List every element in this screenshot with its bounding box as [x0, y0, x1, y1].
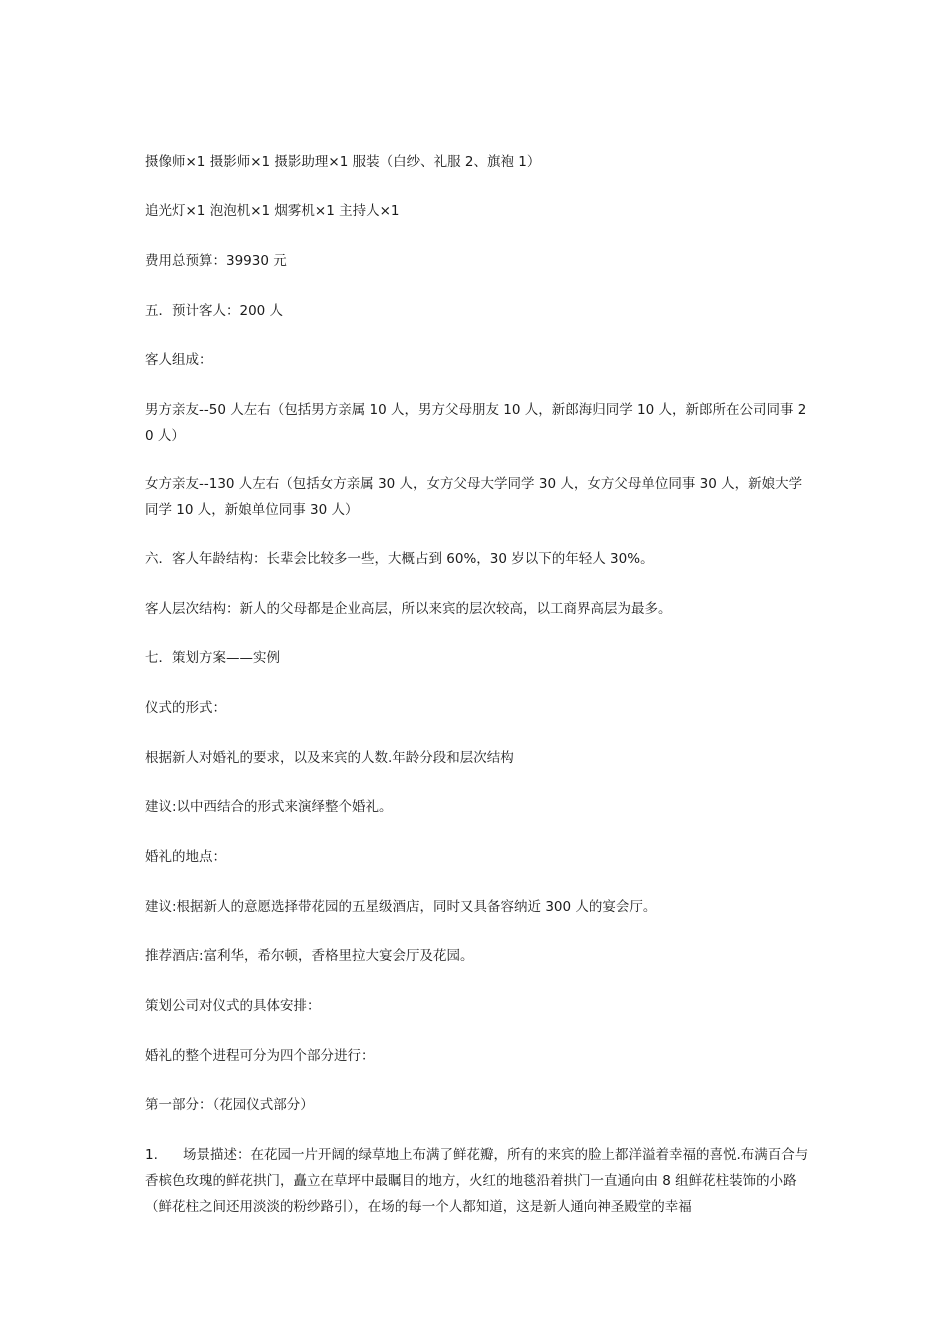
paragraph-venue: 婚礼的地点：: [145, 849, 226, 865]
paragraph-bride-side: 女方亲友--130 人左右（包括女方亲属 30 人，女方父母大学同学 30 人，女方父母单位同事 30 人，新娘大学同学 10 人，新娘单位同事 30 人）: [145, 476, 803, 518]
paragraph-ceremony-form: 仪式的形式：: [145, 700, 226, 716]
paragraph-groom-side: 男方亲友--50 人左右（包括男方亲属 10 人，男方父母朋友 10 人，新郎海归同学 10 人，新郎所在公司同事 20 人）: [145, 402, 807, 444]
paragraph-part-one: 第一部分：（花园仪式部分）: [145, 1097, 314, 1113]
heading-expected-guests: 五．预计客人：200 人: [145, 303, 284, 319]
paragraph-recommended-hotels: 推荐酒店:富利华，希尔顿，香格里拉大宴会厅及花园。: [145, 948, 474, 964]
paragraph-process: 婚礼的整个进程可分为四个部分进行：: [145, 1048, 375, 1064]
paragraph-requirements: 根据新人对婚礼的要求，以及来宾的人数.年龄分段和层次结构: [145, 750, 514, 766]
item-number: 1.: [145, 1147, 158, 1163]
paragraph-budget: 费用总预算：39930 元: [145, 253, 287, 269]
paragraph-suggestion-form: 建议:以中西结合的形式来演绎整个婚礼。: [145, 799, 393, 815]
numbered-item-scene: [145, 1142, 810, 1220]
paragraph-guest-level: 客人层次结构：新人的父母都是企业高层，所以来宾的层次较高，以工商界高层为最多。: [145, 601, 672, 617]
heading-guest-age: 六．客人年龄结构：长辈会比较多一些，大概占到 60%，30 岁以下的年轻人 30%。: [145, 551, 654, 567]
paragraph-guest-composition: 客人组成：: [145, 352, 213, 368]
paragraph-equipment: 追光灯×1 泡泡机×1 烟雾机×1 主持人×1: [145, 203, 400, 219]
paragraph-staff: 摄像师×1 摄影师×1 摄影助理×1 服装（白纱、礼服 2、旗袍 1）: [145, 154, 541, 170]
paragraph-suggestion-venue: 建议:根据新人的意愿选择带花园的五星级酒店，同时又具备容纳近 300 人的宴会厅。: [145, 899, 657, 915]
paragraph-arrangement: 策划公司对仪式的具体安排：: [145, 998, 321, 1014]
heading-plan: 七．策划方案——实例: [145, 650, 280, 666]
item-text: 场景描述：在花园一片开阔的绿草地上布满了鲜花瓣，所有的来宾的脸上都洋溢着幸福的喜悦.布满百合与香槟色玫瑰的鲜花拱门，矗立在草坪中最瞩目的地方，火红的地毯沿着拱门一直通向由 8 组鲜花柱装饰的小路（鲜花柱之间还用淡淡的粉纱路引），在场的每一个人都知道，这是新人通向神圣殿堂的幸福: [145, 1147, 809, 1215]
